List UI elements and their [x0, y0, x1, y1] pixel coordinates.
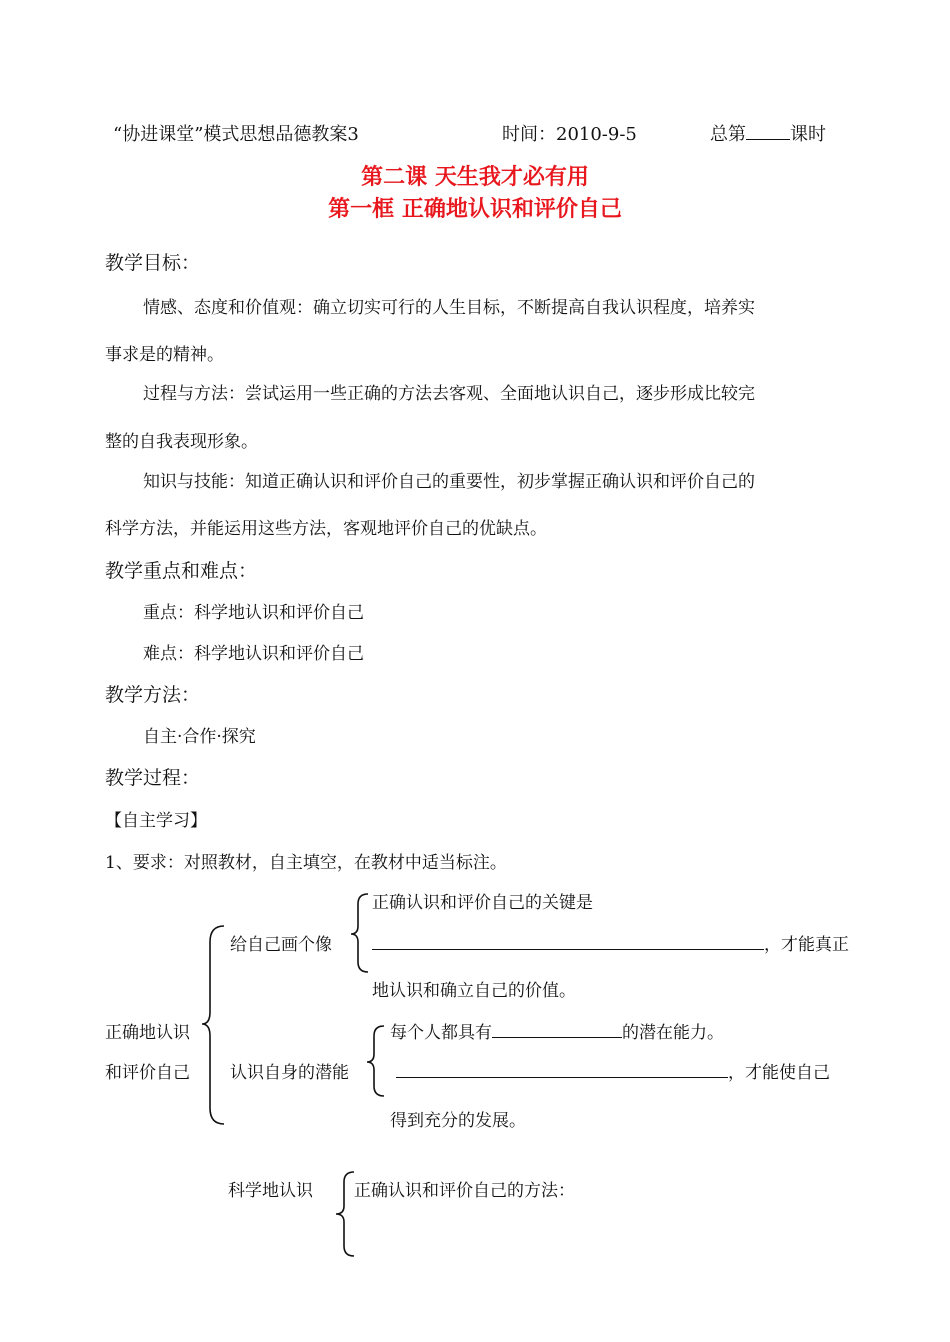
key-points-heading: 教学重点和难点： — [105, 560, 258, 582]
self-study-section: 【自主学习】 — [105, 811, 207, 831]
objective-knowledge-line1: 知识与技能：知道正确认识和评价自己的重要性，初步掌握正确认识和评价自己的 — [143, 472, 755, 492]
branch2-fill-blank-short[interactable] — [492, 1019, 622, 1038]
lesson-title: 第二课 天生我才必有用 — [361, 164, 589, 190]
plan-title: “协进课堂”模式思想品德教案3 — [113, 124, 359, 145]
methods-heading: 教学方法： — [105, 684, 201, 706]
methods-value: 自主·合作·探究 — [143, 727, 256, 747]
outline-root-line2: 和评价自己 — [105, 1063, 190, 1083]
objective-process-line2: 整的自我表现形象。 — [105, 432, 258, 452]
process-heading: 教学过程： — [105, 767, 201, 789]
branch3-line1: 正确认识和评价自己的方法： — [354, 1181, 575, 1201]
objective-emotion-line1: 情感、态度和价值观：确立切实可行的人生目标，不断提高自我认识程度，培养实 — [143, 298, 755, 318]
objective-knowledge-line2: 科学方法，并能运用这些方法，客观地评价自己的优缺点。 — [105, 519, 547, 539]
frame-title: 第一框 正确地认识和评价自己 — [328, 196, 622, 222]
lesson-count-suffix: 课时 — [790, 124, 826, 145]
lesson-count-prefix: 总第 — [710, 124, 746, 145]
branch1-brace — [348, 890, 374, 976]
branch1-label: 给自己画个像 — [230, 935, 332, 955]
branch2-after-blank: ，才能使自己 — [728, 1063, 830, 1083]
branch2-line2 — [396, 1058, 830, 1083]
branch2-line1-suffix: 的潜在能力。 — [622, 1023, 724, 1043]
objectives-heading: 教学目标： — [105, 252, 201, 274]
lesson-count-blank[interactable] — [746, 121, 790, 140]
branch1-line3: 地认识和确立自己的价值。 — [372, 981, 576, 1001]
branch2-line1-prefix: 每个人都具有 — [390, 1023, 492, 1043]
branch1-after-blank: ，才能真正 — [764, 935, 849, 955]
branch1-line1: 正确认识和评价自己的关键是 — [372, 893, 593, 913]
difficulty-point: 难点：科学地认识和评价自己 — [143, 644, 364, 664]
branch1-line2 — [372, 930, 849, 955]
lesson-count — [710, 120, 826, 146]
lesson-date: 时间：2010-9-5 — [502, 124, 637, 145]
branch2-line3: 得到充分的发展。 — [390, 1111, 526, 1131]
objective-emotion-line2: 事求是的精神。 — [105, 345, 224, 365]
objective-process-line1: 过程与方法：尝试运用一些正确的方法去客观、全面地认识自己，逐步形成比较完 — [143, 384, 755, 404]
branch1-fill-blank[interactable] — [372, 931, 764, 950]
branch2-line1 — [390, 1018, 724, 1043]
requirement-text: 1、要求：对照教材，自主填空，在教材中适当标注。 — [105, 853, 507, 873]
outline-root-brace — [200, 922, 230, 1127]
branch2-label: 认识自身的潜能 — [230, 1063, 349, 1083]
branch2-brace — [364, 1022, 390, 1100]
outline-root-line1: 正确地认识 — [105, 1023, 190, 1043]
key-point: 重点：科学地认识和评价自己 — [143, 603, 364, 623]
branch2-fill-blank-long[interactable] — [396, 1059, 728, 1078]
branch3-label: 科学地认识 — [228, 1181, 313, 1201]
